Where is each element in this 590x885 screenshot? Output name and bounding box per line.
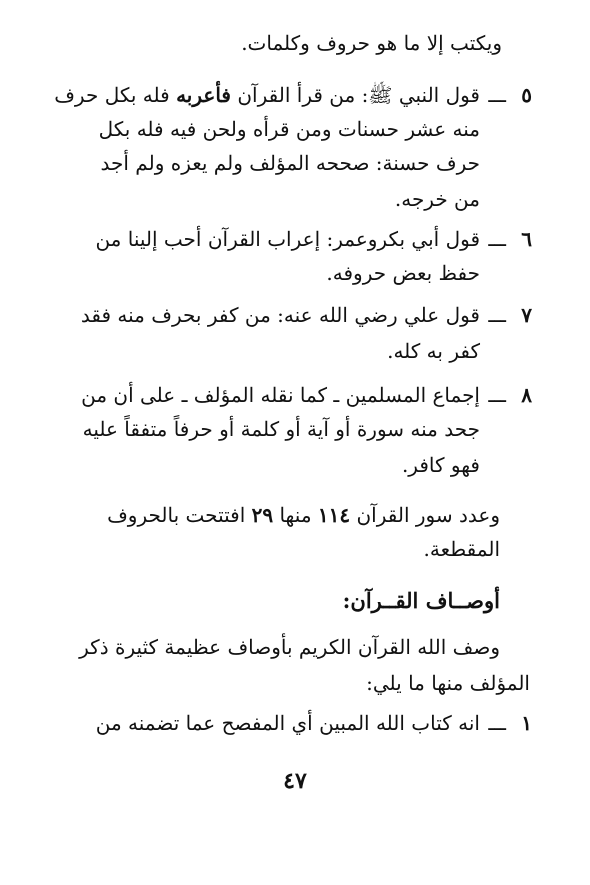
bold-word: فأعربه <box>176 83 231 107</box>
text-line: من خرجه. <box>394 187 480 211</box>
item-number: ٨ <box>521 383 532 407</box>
text-line: حرف حسنة: صححه المؤلف ولم يعزه ولم أجد <box>100 151 480 175</box>
item-number: ٥ <box>521 83 532 107</box>
item-dash: ـــ <box>488 711 506 735</box>
text-line: كفر به كله. <box>387 339 480 363</box>
text-line: المقطعة. <box>423 537 500 561</box>
text-line: انه كتاب الله المبين أي المفصح عما تضمنه من <box>95 711 480 735</box>
item-number: ٦ <box>521 227 532 251</box>
item-number: ١ <box>521 711 532 735</box>
item-dash: ـــ <box>488 227 506 251</box>
section-heading: أوصــاف القــرآن: <box>342 588 500 613</box>
text-line: قول أبي بكروعمر: إعراب القرآن أحب إلينا من <box>95 227 480 251</box>
text-segment: منها <box>273 503 318 527</box>
text-line: وصف الله القرآن الكريم بأوصاف عظيمة كثيرة ذكر <box>79 635 500 659</box>
bold-number: ٢٩ <box>251 503 274 527</box>
text-line <box>54 80 480 110</box>
page-number: ٤٧ <box>283 768 307 794</box>
text-segment: افتتحت بالحروف <box>107 503 252 527</box>
item-number: ٧ <box>521 303 532 327</box>
text-segment: قول النبي ﷺ: من قرأ القرآن <box>231 83 480 107</box>
text-segment: وعدد سور القرآن <box>350 503 500 527</box>
text-line: منه عشر حسنات ومن قرأه ولحن فيه فله بكل <box>98 117 480 141</box>
text-segment: فله بكل حرف <box>54 83 177 107</box>
item-dash: ـــ <box>488 303 506 327</box>
text-line: فهو كافر. <box>401 453 480 477</box>
text-line: المؤلف منها ما يلي: <box>366 671 530 695</box>
text-line: قول علي رضي الله عنه: من كفر بحرف منه فقد <box>80 303 480 327</box>
text-line <box>107 500 500 530</box>
item-dash: ـــ <box>488 83 506 107</box>
text-line: إجماع المسلمين ـ كما نقله المؤلف ـ على أن من <box>81 383 480 407</box>
item-dash: ـــ <box>488 383 506 407</box>
text-line: جحد منه سورة أو آية أو كلمة أو حرفاً متفقاً عليه <box>82 417 480 441</box>
bold-number: ١١٤ <box>317 503 351 527</box>
text-line: حفظ بعض حروفه. <box>326 261 480 285</box>
text-line: ويكتب إلا ما هو حروف وكلمات. <box>241 31 502 55</box>
